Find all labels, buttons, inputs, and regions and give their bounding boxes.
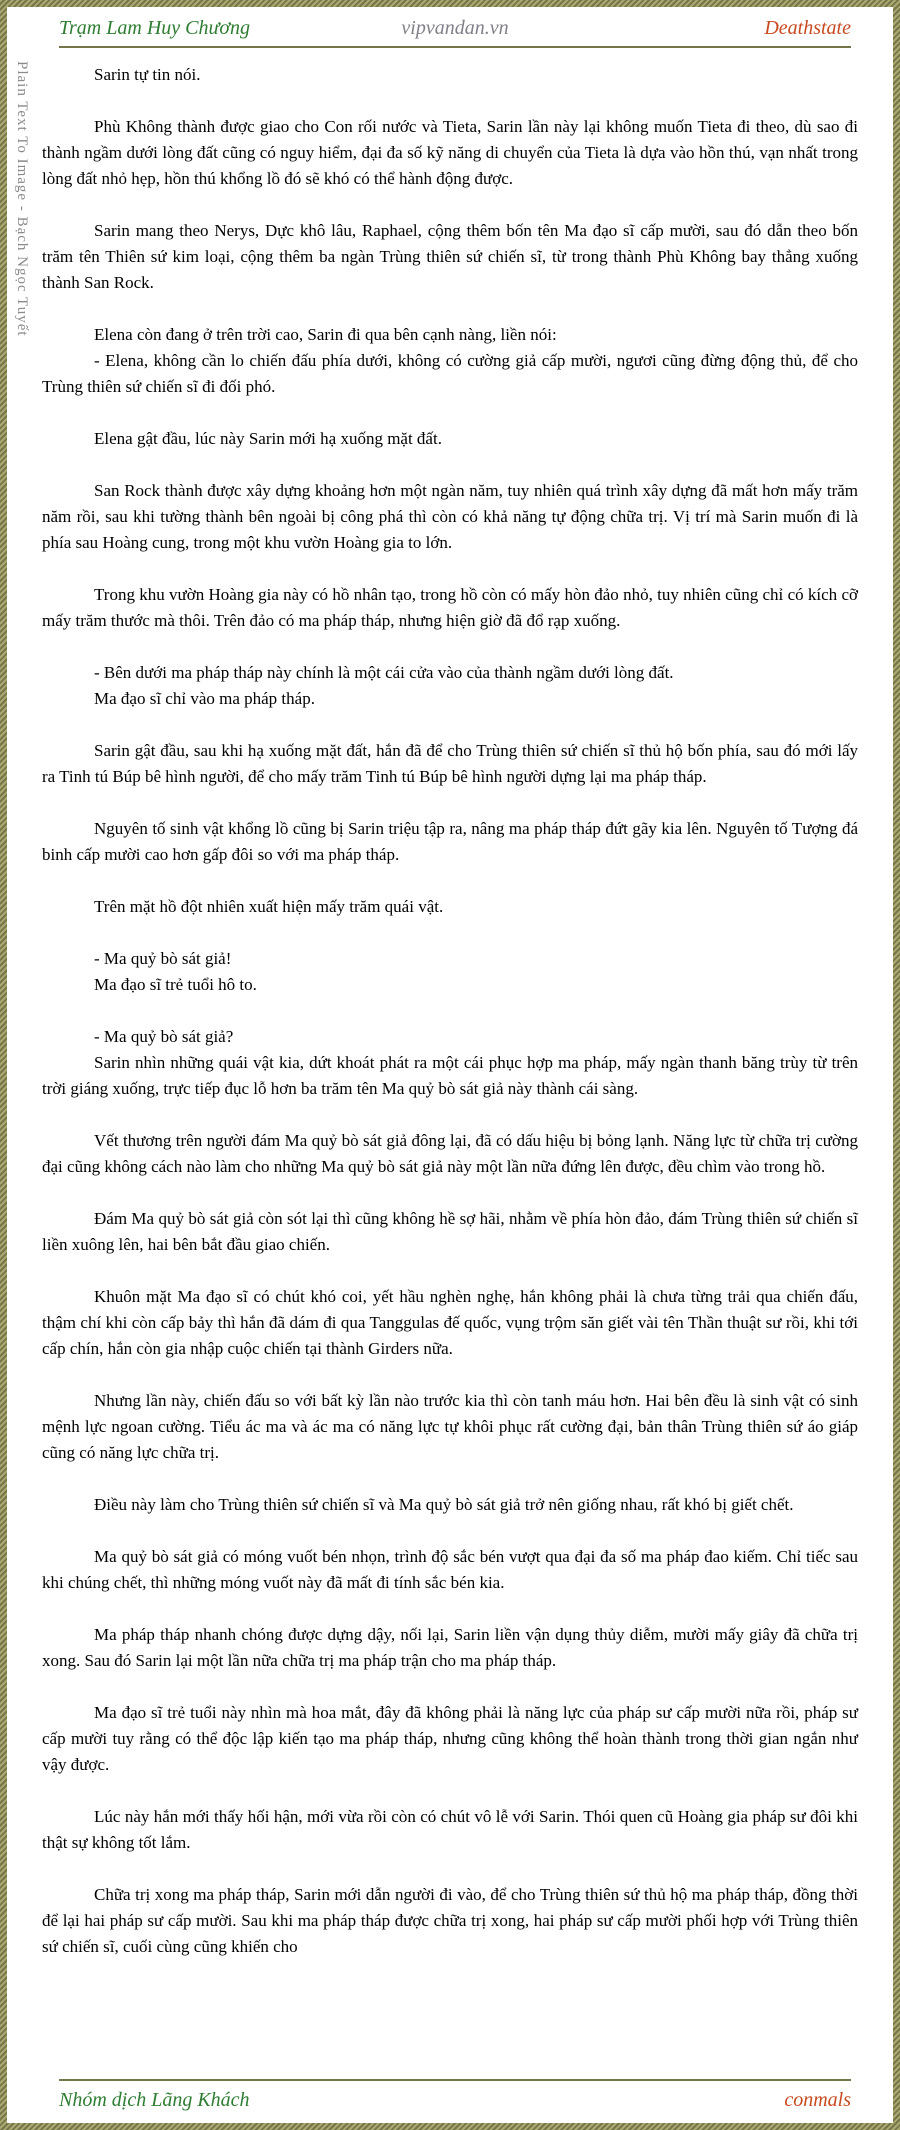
paragraph [42,218,858,296]
paragraph [42,114,858,192]
paragraph [42,1024,858,1102]
paragraph-line: Khuôn mặt Ma đạo sĩ có chút khó coi, yết hầu nghèn nghẹ, hắn không phải là chưa từng trải qua chiến đấu, thậm chí khi còn cấp bảy thì hắn đã dám đi qua Tanggulas đế quốc, vụng trộm săn giết vài tên Thần thuật sư rồi, khi tới cấp chín, hắn còn gia nhập cuộc chiến tại thành Girders nữa. [42,1287,858,1358]
paragraph [42,322,858,400]
paragraph [42,1544,858,1596]
paragraph-line: Điều này làm cho Trùng thiên sứ chiến sĩ và Ma quỷ bò sát giả trở nên giống nhau, rất khó bị giết chết. [94,1495,794,1514]
paragraph-line: - Ma quỷ bò sát giả! [94,949,232,968]
paragraph [42,426,858,452]
paragraph-line: Trong khu vườn Hoàng gia này có hồ nhân tạo, trong hồ còn có mấy hòn đảo nhỏ, tuy nhiên cũng chỉ có kích cỡ mấy trăm thước mà thôi. Trên đảo có ma pháp tháp, nhưng hiện giờ đã đổ rạp xuống. [42,585,858,630]
paragraph-line: - Elena, không cần lo chiến đấu phía dưới, không có cường giả cấp mười, ngươi cũng đừng động thủ, để cho Trùng thiên sứ chiến sĩ đi đối phó. [42,351,858,396]
paragraph-line: Nhưng lần này, chiến đấu so với bất kỳ lần nào trước kia thì còn tanh máu hơn. Hai bên đều là sinh vật có sinh mệnh lực ngoan cường. Tiểu ác ma và ác ma có năng lực tự khôi phục rất cường đại, bản thân Trùng thiên sứ áo giáp cũng có năng lực chữa trị. [42,1391,858,1462]
header [7,7,893,46]
paragraph-line: - Bên dưới ma pháp tháp này chính là một cái cửa vào của thành ngầm dưới lòng đất. [94,663,674,682]
body-text [42,62,858,1960]
header-book-title: Deathstate [764,17,851,39]
paragraph-line: Ma đạo sĩ trẻ tuổi này nhìn mà hoa mắt, đây đã không phải là năng lực của pháp sư cấp mười nữa rồi, pháp sư cấp mười tuy rằng có thể độc lập kiến tạo ma pháp tháp, nhưng cũng không thể hoàn thành trong thời gian ngắn như vậy được. [42,1703,858,1774]
paragraph-line: Ma pháp tháp nhanh chóng được dựng dậy, nối lại, Sarin liền vận dụng thủy diễm, mười mấy giây đã chữa trị xong. Sau đó Sarin lại một lần nữa chữa trị ma pháp trận cho ma pháp tháp. [42,1625,858,1670]
paragraph-line: Sarin tự tin nói. [94,65,201,84]
paragraph [42,1284,858,1362]
paragraph-line: Ma đạo sĩ chỉ vào ma pháp tháp. [94,689,315,708]
paragraph [42,1206,858,1258]
paragraph-line: San Rock thành được xây dựng khoảng hơn một ngàn năm, tuy nhiên quá trình xây dựng đã mất hơn mấy trăm năm rồi, sau khi tường thành bên ngoài bị công phá thì còn có khả năng tự động chữa trị. Vị trí mà Sarin muốn đi là phía sau Hoàng cung, trong một khu vườn Hoàng gia to lớn. [42,481,858,552]
footer-translation-group: Nhóm dịch Lãng Khách [59,2089,250,2111]
watermark-vertical-text: Plain Text To Image - Bạch Ngọc Tuyết [14,61,30,337]
paragraph [42,62,858,88]
paragraph-line: Chữa trị xong ma pháp tháp, Sarin mới dẫn người đi vào, để cho Trùng thiên sứ thủ hộ ma pháp tháp, đồng thời để lại hai pháp sư cấp mười. Sau khi ma pháp tháp được chữa trị xong, hai pháp sư cấp mười phối hợp với Trùng thiên sứ chiến sĩ, cuối cùng cũng khiến cho [42,1885,858,1956]
paragraph-line: Phù Không thành được giao cho Con rối nước và Tieta, Sarin lần này lại không muốn Tieta đi theo, dù sao đi thành ngầm dưới lòng đất cũng có nguy hiểm, đại đa số kỹ năng di chuyển của Tieta là dựa vào hồn thú, vạn nhất trong lòng đất nhỏ hẹp, hồn thú khổng lồ đó sẽ khó có thể hành động được. [42,117,858,188]
paragraph [42,660,858,712]
paragraph [42,582,858,634]
paragraph-line: Sarin gật đầu, sau khi hạ xuống mặt đất, hắn đã để cho Trùng thiên sứ chiến sĩ thủ hộ bốn phía, sau đó mới lấy ra Tinh tú Búp bê hình người, để cho mấy trăm Tinh tú Búp bê hình người dựng lại ma pháp tháp. [42,741,858,786]
paragraph-line: Sarin nhìn những quái vật kia, dứt khoát phát ra một cái phục hợp ma pháp, mấy ngàn thanh băng trùy từ trên trời giáng xuống, trực tiếp đục lỗ hơn ba trăm tên Ma quỷ bò sát giả này thành cái sàng. [42,1053,858,1098]
paragraph [42,1882,858,1960]
paragraph-line: Lúc này hắn mới thấy hối hận, mới vừa rồi còn có chút vô lễ với Sarin. Thói quen cũ Hoàng gia pháp sư đôi khi thật sự không tốt lắm. [42,1807,858,1852]
paragraph [42,816,858,868]
paragraph [42,1804,858,1856]
paragraph-line: Ma đạo sĩ trẻ tuổi hô to. [94,975,257,994]
paragraph-line: Sarin mang theo Nerys, Dực khô lâu, Raphael, cộng thêm bốn tên Ma đạo sĩ cấp mười, sau đó dẫn theo bốn trăm tên Thiên sứ kim loại, cộng thêm ba ngàn Trùng thiên sứ chiến sĩ, từ trong thành Phù Không bay thẳng xuống thành San Rock. [42,221,858,292]
paragraph-line: Ma quỷ bò sát giả có móng vuốt bén nhọn, trình độ sắc bén vượt qua đại đa số ma pháp đao kiếm. Chỉ tiếc sau khi chúng chết, thì những móng vuốt này đã mất đi tính sắc bén kia. [42,1547,858,1592]
paragraph [42,1622,858,1674]
paragraph-line: - Ma quỷ bò sát giả? [94,1027,234,1046]
footer-rule [59,2079,851,2081]
footer-wrap [7,2079,893,2115]
paragraph [42,894,858,920]
footer [7,2087,893,2115]
paragraph [42,1128,858,1180]
paragraph-line: Vết thương trên người đám Ma quỷ bò sát giả đông lại, đã có dấu hiệu bị bỏng lạnh. Năng lực từ chữa trị cường đại cũng không cách nào làm cho những Ma quỷ bò sát giả này một lần nữa đứng lên được, đều chìm vào trong hồ. [42,1131,858,1176]
paragraph [42,1492,858,1518]
paragraph-line: Trên mặt hồ đột nhiên xuất hiện mấy trăm quái vật. [94,897,444,916]
paragraph-line: Elena còn đang ở trên trời cao, Sarin đi qua bên cạnh nàng, liền nói: [94,325,557,344]
paragraph [42,1388,858,1466]
paragraph [42,946,858,998]
paragraph [42,738,858,790]
header-rule [59,46,851,48]
footer-uploader-name: conmals [784,2089,851,2111]
paragraph [42,478,858,556]
paragraph-line: Elena gật đầu, lúc này Sarin mới hạ xuống mặt đất. [94,429,442,448]
paragraph-line: Nguyên tố sinh vật khổng lồ cũng bị Sarin triệu tập ra, nâng ma pháp tháp đứt gãy kia lên. Nguyên tố Tượng đá binh cấp mười cao hơn gấp đôi so với ma pháp tháp. [42,819,858,864]
paragraph [42,1700,858,1778]
header-site-name: vipvandan.vn [401,17,509,39]
paragraph-line: Đám Ma quỷ bò sát giả còn sót lại thì cũng không hề sợ hãi, nhằm về phía hòn đảo, đám Trùng thiên sứ chiến sĩ liền xuông lên, hai bên bắt đầu giao chiến. [42,1209,858,1254]
header-translator-title: Trạm Lam Huy Chương [59,17,251,39]
